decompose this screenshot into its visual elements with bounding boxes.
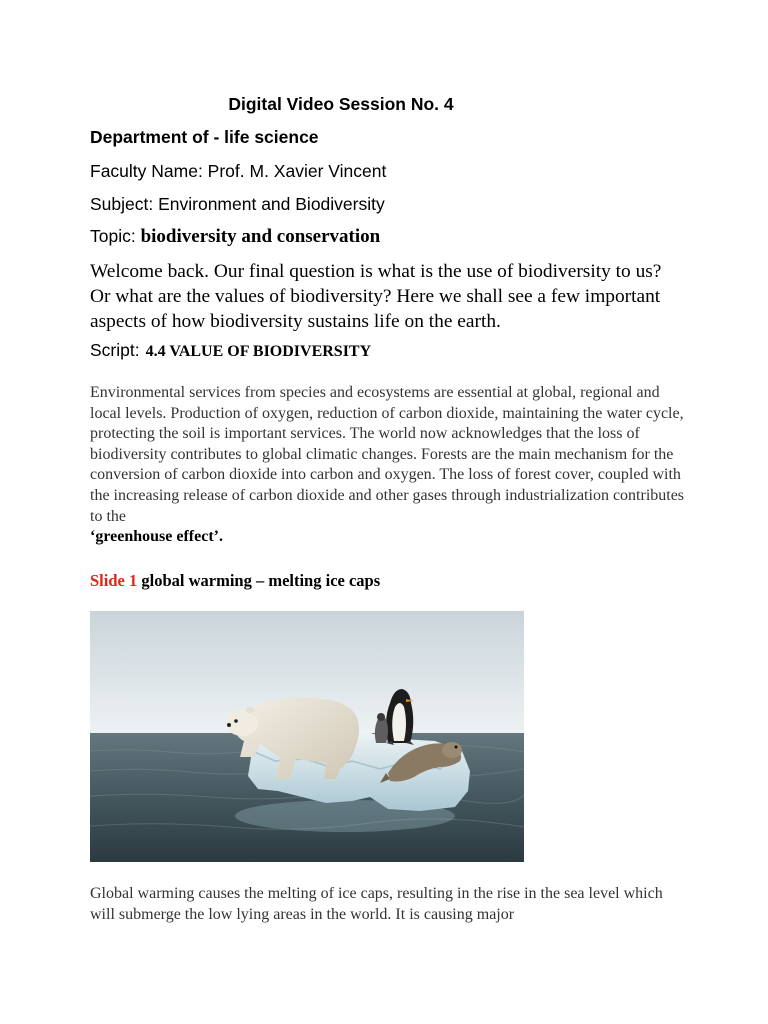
script-label: Script: bbox=[90, 340, 140, 360]
subject-line: Subject: Environment and Biodiversity bbox=[90, 194, 385, 214]
greenhouse-effect-text: ‘greenhouse effect’. bbox=[90, 528, 223, 546]
melting-ice-cap-photo bbox=[90, 611, 524, 862]
faculty-line: Faculty Name: Prof. M. Xavier Vincent bbox=[90, 161, 387, 181]
intro-paragraph: Welcome back. Our final question is what is the use of biodiversity to us? Or what are the values of biodiversity? Here we shall see a few important aspects of how biodiversity sustains life on the earth. bbox=[90, 261, 662, 332]
ice-floe-animals-illustration bbox=[90, 611, 524, 862]
slide-title: global warming – melting ice caps bbox=[137, 571, 381, 590]
script-heading: 4.4 VALUE OF BIODIVERSITY bbox=[145, 343, 372, 360]
script-line bbox=[90, 340, 371, 361]
caption-paragraph: Global warming causes the melting of ice caps, resulting in the rise in the sea level which will submerge the low lying areas in the world. It is causing major bbox=[90, 885, 663, 923]
slide-label: Slide 1 bbox=[90, 571, 138, 590]
topic-value: biodiversity and conservation bbox=[140, 226, 381, 247]
slide-heading bbox=[90, 571, 380, 591]
department-line: Department of - life science bbox=[90, 127, 319, 147]
body-paragraph bbox=[90, 383, 690, 548]
topic-label: Topic: bbox=[90, 226, 141, 246]
document-title: Digital Video Session No. 4 bbox=[228, 94, 454, 114]
body-text: Environmental services from species and ecosystems are essential at global, regional and local levels. Production of oxygen, reduction of carbon dioxide, maintaining the water cycle, protecting the soil is important services. The world now acknowledges that the loss of biodiversity contributes to global climatic changes. Forests are the main mechanism for the conversion of carbon dioxide into carbon and oxygen. The loss of forest cover, coupled with the increasing release of carbon dioxide and other gases through industrialization contributes to the bbox=[90, 384, 685, 525]
topic-line bbox=[90, 226, 380, 248]
